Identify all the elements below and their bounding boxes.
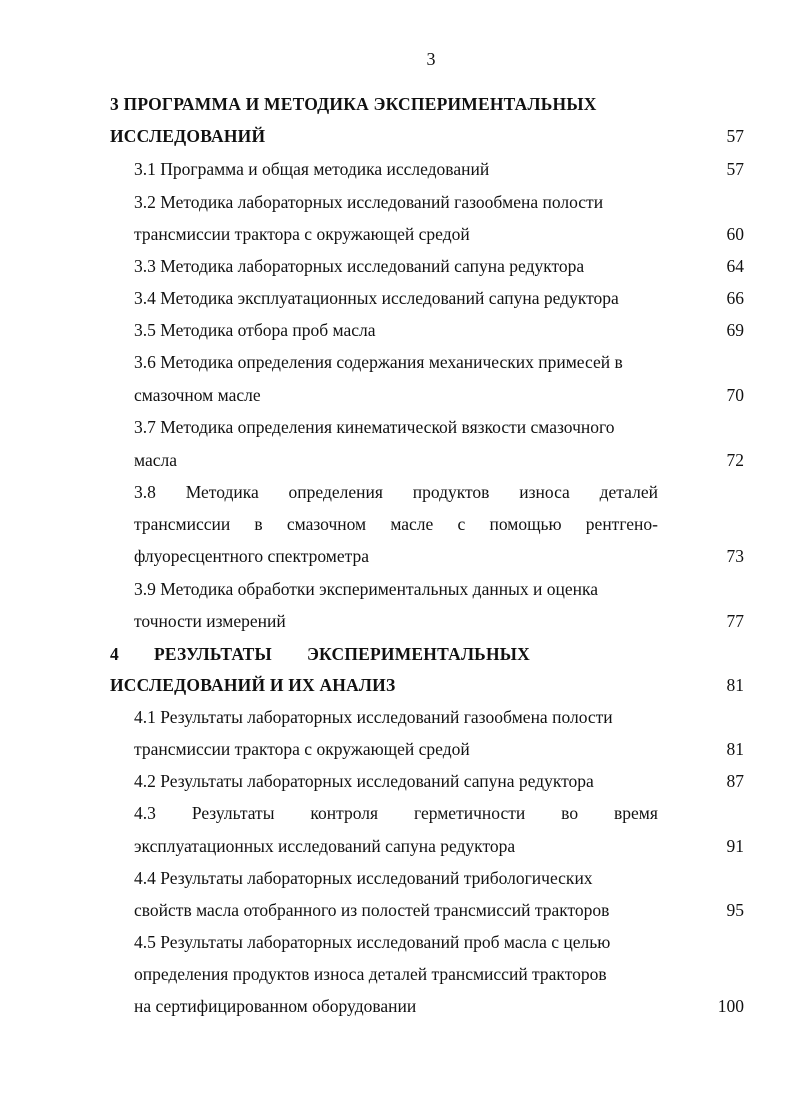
toc-entry-4-1-line1: 4.1 Результаты лабораторных исследований газообмена полости — [134, 707, 613, 727]
word: время — [614, 803, 658, 823]
word: во — [561, 803, 579, 823]
toc-entry-3-7-line2: масла — [134, 450, 177, 470]
toc-entry-3-7-line1: 3.7 Методика определения кинематической вязкости смазочного — [134, 417, 615, 437]
toc-entry-4-3-line1 — [134, 801, 658, 825]
toc-page-number: 70 — [726, 385, 744, 405]
toc-entry-4-5-line2: определения продуктов износа деталей трансмиссий тракторов — [134, 964, 607, 984]
word: РЕЗУЛЬТАТЫ — [153, 644, 272, 664]
toc-page-number: 77 — [726, 611, 744, 631]
word: износа — [519, 482, 570, 502]
heading-text: 3 ПРОГРАММА И МЕТОДИКА ЭКСПЕРИМЕНТАЛЬНЫХ — [110, 94, 597, 114]
word: ЭКСПЕРИМЕНТАЛЬНЫХ — [306, 644, 530, 664]
toc-page-number: 66 — [726, 288, 744, 308]
word: масле — [390, 514, 434, 534]
word: Результаты — [191, 803, 275, 823]
toc-entry-4-4-line1: 4.4 Результаты лабораторных исследований трибологических — [134, 868, 593, 888]
toc-entry-4-2: 4.2 Результаты лабораторных исследований сапуна редуктора — [134, 771, 594, 791]
toc-heading-section-3-line1 — [110, 92, 658, 116]
toc-entry-3-5: 3.5 Методика отбора проб масла — [134, 320, 376, 340]
toc-page-number: 81 — [726, 675, 744, 695]
toc-page-number: 60 — [726, 224, 744, 244]
toc-page-number: 57 — [726, 159, 744, 179]
word: 3.8 — [134, 482, 156, 502]
word: с — [457, 514, 466, 534]
toc-entry-3-1: 3.1 Программа и общая методика исследований — [134, 159, 490, 179]
toc-page-number: 69 — [726, 320, 744, 340]
toc-entry-3-2-line2: трансмиссии трактора с окружающей средой — [134, 224, 470, 244]
word: деталей — [599, 482, 658, 502]
word: в — [254, 514, 263, 534]
word: 4 — [110, 644, 119, 664]
toc-page-number: 73 — [726, 546, 744, 566]
word: определения — [288, 482, 383, 502]
toc-entry-4-1-line2: трансмиссии трактора с окружающей средой — [134, 739, 470, 759]
toc-entry-3-6-line2: смазочном масле — [134, 385, 261, 405]
toc-page-number: 57 — [726, 126, 744, 146]
toc-entry-3-2-line1: 3.2 Методика лабораторных исследований газообмена полости — [134, 192, 604, 212]
toc-page-number: 81 — [726, 739, 744, 759]
toc-entry-4-5-line1: 4.5 Результаты лабораторных исследований проб масла с целью — [134, 932, 611, 952]
word: Методика — [185, 482, 259, 502]
toc-page-number: 72 — [726, 450, 744, 470]
toc-entry-4-3-line2: эксплуатационных исследований сапуна редуктора — [134, 836, 516, 856]
toc-heading-section-4-line2: ИССЛЕДОВАНИЙ И ИХ АНАЛИЗ — [110, 675, 396, 695]
word: смазочном — [286, 514, 367, 534]
word: рентгено- — [585, 514, 658, 534]
toc-entry-3-9-line1: 3.9 Методика обработки экспериментальных данных и оценка — [134, 579, 598, 599]
toc-page-number: 100 — [717, 996, 744, 1016]
toc-entry-4-5-line3: на сертифицированном оборудовании — [134, 996, 417, 1016]
word: продуктов — [412, 482, 490, 502]
page-number: 3 — [426, 49, 436, 69]
word: трансмиссии — [134, 514, 231, 534]
toc-heading-section-4-line1 — [110, 642, 530, 666]
toc-page-number: 87 — [726, 771, 744, 791]
word: 4.3 — [134, 803, 156, 823]
toc-entry-3-6-line1: 3.6 Методика определения содержания механических примесей в — [134, 352, 623, 372]
toc-entry-3-3: 3.3 Методика лабораторных исследований сапуна редуктора — [134, 256, 585, 276]
toc-page-number: 95 — [726, 900, 744, 920]
toc-entry-3-4: 3.4 Методика эксплуатационных исследований сапуна редуктора — [134, 288, 619, 308]
word: помощью — [489, 514, 562, 534]
toc-entry-3-8-line3: флуоресцентного спектрометра — [134, 546, 369, 566]
toc-entry-3-8-line1 — [134, 480, 658, 504]
toc-entry-4-4-line2: свойств масла отобранного из полостей трансмиссий тракторов — [134, 900, 610, 920]
toc-heading-section-3-line2: ИССЛЕДОВАНИЙ — [110, 126, 266, 146]
word: герметичности — [414, 803, 526, 823]
toc-page-number: 64 — [726, 256, 744, 276]
toc-entry-3-9-line2: точности измерений — [134, 611, 286, 631]
toc-page-number: 91 — [726, 836, 744, 856]
toc-entry-3-8-line2 — [134, 512, 658, 536]
word: контроля — [310, 803, 379, 823]
